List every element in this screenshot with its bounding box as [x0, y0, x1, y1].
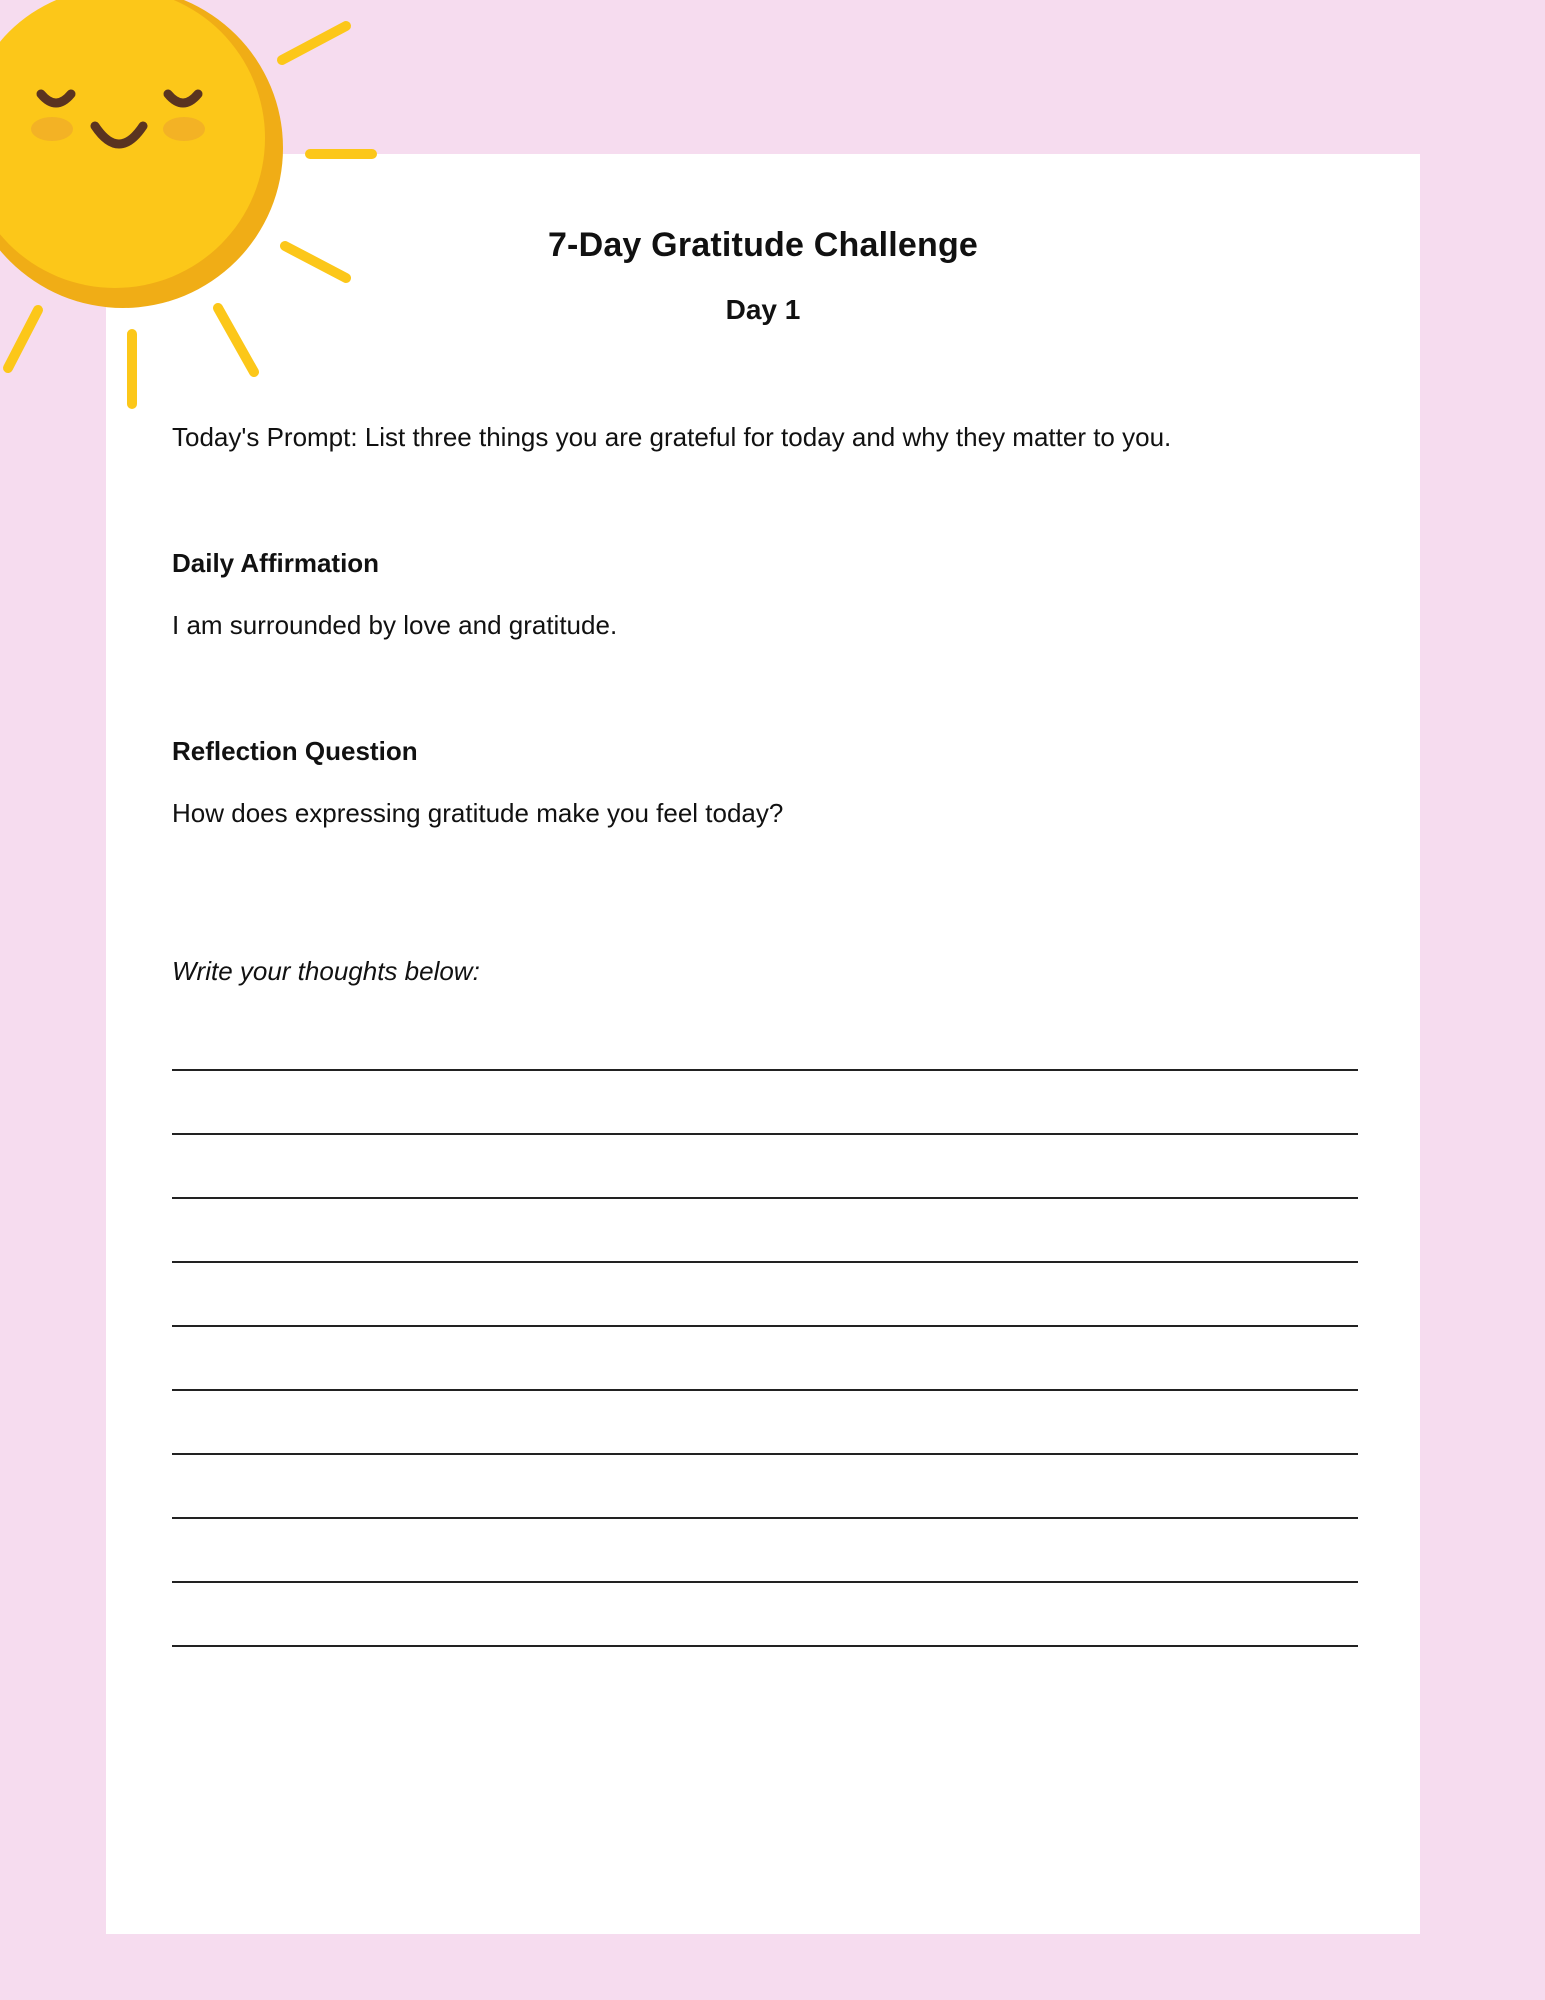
day-label: Day 1: [725, 294, 801, 325]
right-cheek: [163, 117, 205, 141]
writing-line[interactable]: [172, 1580, 1358, 1583]
daily-prompt: Today's Prompt: List three things you are grateful for today and why they matter to you.: [172, 422, 1172, 452]
writing-line[interactable]: [172, 1644, 1358, 1647]
sun-ray: [282, 26, 346, 60]
writing-line[interactable]: [172, 1388, 1358, 1391]
page-title: 7-Day Gratitude Challenge: [547, 226, 979, 264]
sun-ray: [285, 246, 346, 278]
affirmation-heading: Daily Affirmation: [172, 548, 380, 578]
reflection-question: How does expressing gratitude make you feel today?: [172, 798, 784, 828]
writing-line[interactable]: [172, 1516, 1358, 1519]
smiling-sun-icon: [0, 0, 460, 440]
affirmation-text: I am surrounded by love and gratitude.: [172, 610, 618, 640]
writing-line[interactable]: [172, 1324, 1358, 1327]
writing-line[interactable]: [172, 1196, 1358, 1199]
sun-ray: [218, 308, 254, 372]
sun-ray: [8, 310, 38, 368]
write-thoughts-label: Write your thoughts below:: [172, 956, 480, 986]
writing-line[interactable]: [172, 1452, 1358, 1455]
reflection-heading: Reflection Question: [172, 736, 418, 766]
writing-line[interactable]: [172, 1260, 1358, 1263]
writing-line[interactable]: [172, 1068, 1358, 1071]
left-cheek: [31, 117, 73, 141]
writing-lines: [172, 1068, 1358, 1708]
writing-line[interactable]: [172, 1132, 1358, 1135]
